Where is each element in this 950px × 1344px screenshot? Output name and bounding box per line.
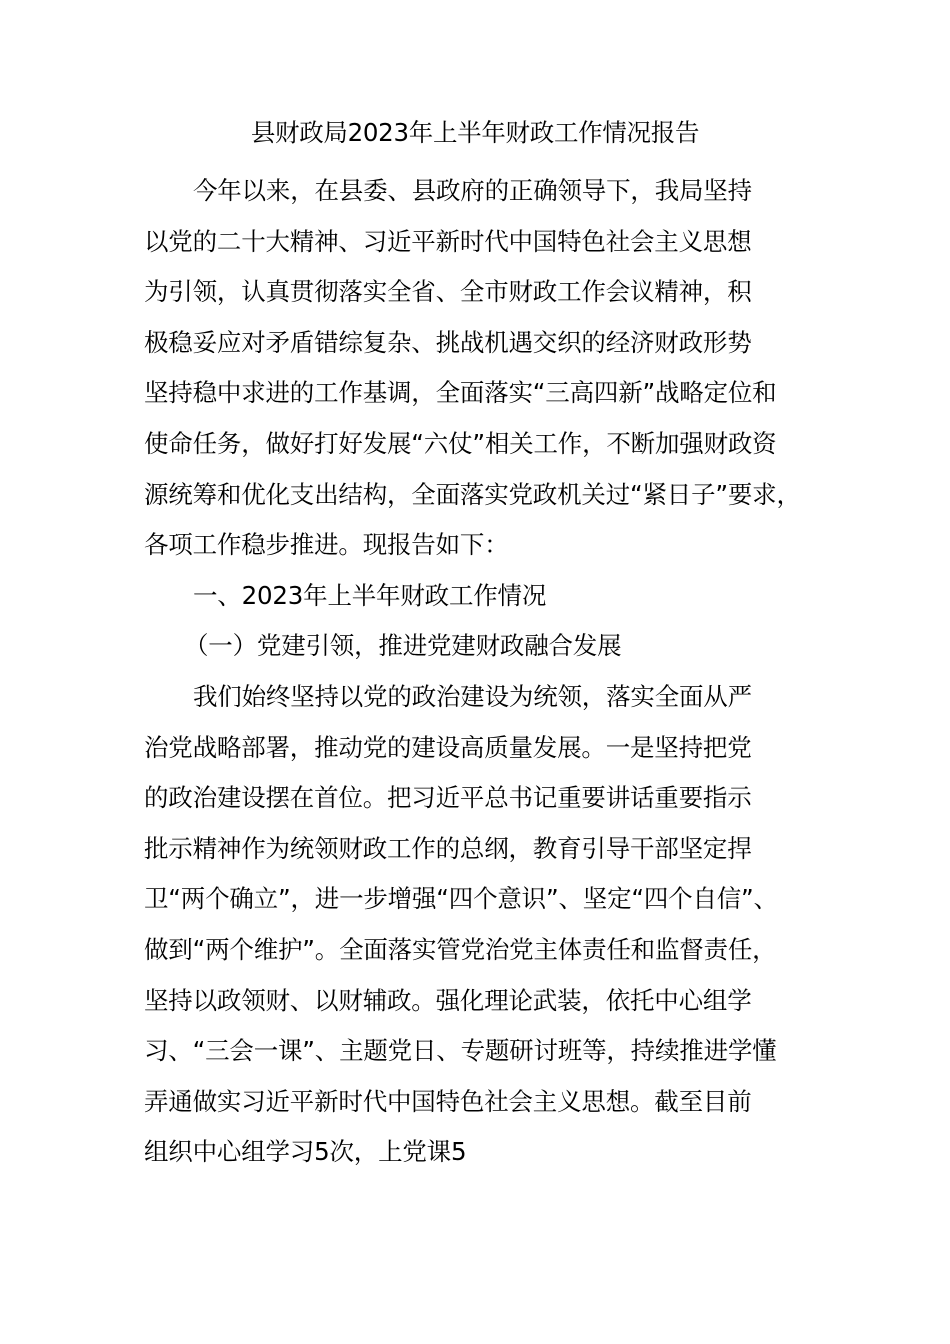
paragraph-line: 为引领，认真贯彻落实全省、全市财政工作会议精神，积 (144, 277, 752, 307)
paragraph-line: 各项工作稳步推进。现报告如下： (144, 530, 509, 560)
paragraph-line: 极稳妥应对矛盾错综复杂、挑战机遇交织的经济财政形势 (144, 327, 752, 357)
document-title: 县财政局2023年上半年财政工作情况报告 (250, 118, 700, 147)
paragraph-line: 以党的二十大精神、习近平新时代中国特色社会主义思想 (144, 226, 752, 256)
paragraph-line: 我们始终坚持以党的政治建设为统领，落实全面从严 (193, 681, 752, 711)
paragraph-line: 治党战略部署，推动党的建设高质量发展。一是坚持把党 (144, 732, 752, 762)
paragraph-line: 批示精神作为统领财政工作的总纲，教育引导干部坚定捍 (144, 833, 752, 863)
paragraph-line: 做到“两个维护”。全面落实管党治党主体责任和监督责任， (144, 934, 777, 964)
subsection-heading: （一）党建引领，推进党建财政融合发展 (184, 631, 622, 661)
paragraph-line: 习、“三会一课”、主题党日、专题研讨班等，持续推进学懂 (144, 1036, 777, 1066)
paragraph-line: 弄通做实习近平新时代中国特色社会主义思想。截至目前 (144, 1086, 752, 1116)
document-body (144, 166, 834, 1178)
paragraph-line: 坚持稳中求进的工作基调，全面落实“三高四新”战略定位和 (144, 378, 777, 408)
paragraph-line: 源统筹和优化支出结构，全面落实党政机关过“紧日子”要求， (144, 479, 801, 509)
paragraph-line: 卫“两个确立”，进一步增强“四个意识”、坚定“四个自信”、 (144, 884, 778, 914)
paragraph-line: 坚持以政领财、以财辅政。强化理论武装，依托中心组学 (144, 985, 752, 1015)
paragraph-line: 今年以来，在县委、县政府的正确领导下，我局坚持 (193, 176, 752, 205)
section-heading: 一、2023年上半年财政工作情况 (193, 580, 547, 610)
paragraph-line: 使命任务，做好打好发展“六仗”相关工作，不断加强财政资 (144, 428, 777, 458)
paragraph-line: 组织中心组学习5次，上党课5 (144, 1137, 467, 1167)
paragraph-line: 的政治建设摆在首位。把习近平总书记重要讲话重要指示 (144, 783, 752, 813)
